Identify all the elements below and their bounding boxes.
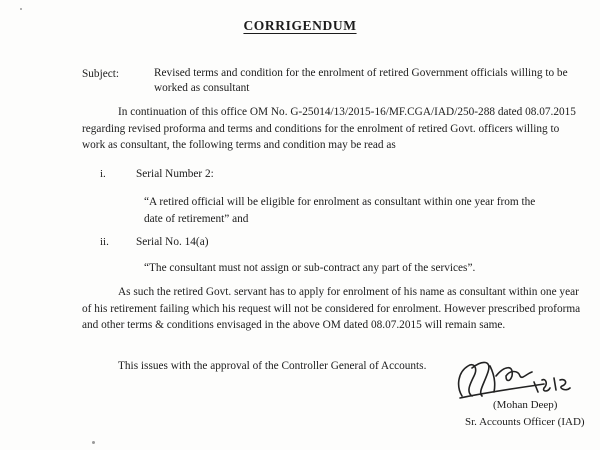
subject-label: Subject: — [82, 68, 120, 80]
item-quote-1: “A retired official will be eligible for enrolment as consultant within one year from the date of retirement” and — [144, 196, 536, 225]
scan-speck — [92, 441, 95, 444]
paragraph-intro: In continuation of this office OM No. G-25014/13/2015-16/MF.CGA/IAD/250-288 dated 08.07.2015 regarding revised proforma and terms and conditions for the enrolment of retired Govt. officers willing to work as consultant, the following terms and condition may be read as — [82, 106, 576, 151]
subject-text: Revised terms and condition for the enrolment of retired Government officials willing to be worked as consultant — [154, 67, 568, 94]
document-title-text: CORRIGENDUM — [243, 18, 357, 33]
item-numeral-2: ii. — [100, 236, 109, 248]
document-title — [0, 18, 600, 34]
item-heading-1: Serial Number 2: — [136, 168, 214, 180]
paragraph-conclusion: As such the retired Govt. servant has to apply for enrolment of his name as consultant within one year of his retirement failing which his request will not be considered for enrolment. However prescribed proforma and other terms & conditions envisaged in the above OM dated 08.07.2015 will remain same. — [82, 286, 581, 331]
item-numeral-1: i. — [100, 168, 106, 180]
signatory-name: (Mohan Deep) — [493, 399, 558, 411]
item-quote-2: “The consultant must not assign or sub-contract any part of the services”. — [144, 262, 476, 274]
signatory-designation: Sr. Accounts Officer (IAD) — [465, 416, 585, 428]
approval-line: This issues with the approval of the Controller General of Accounts. — [118, 360, 427, 372]
item-heading-2: Serial No. 14(a) — [136, 236, 209, 248]
scan-speck — [20, 8, 22, 10]
